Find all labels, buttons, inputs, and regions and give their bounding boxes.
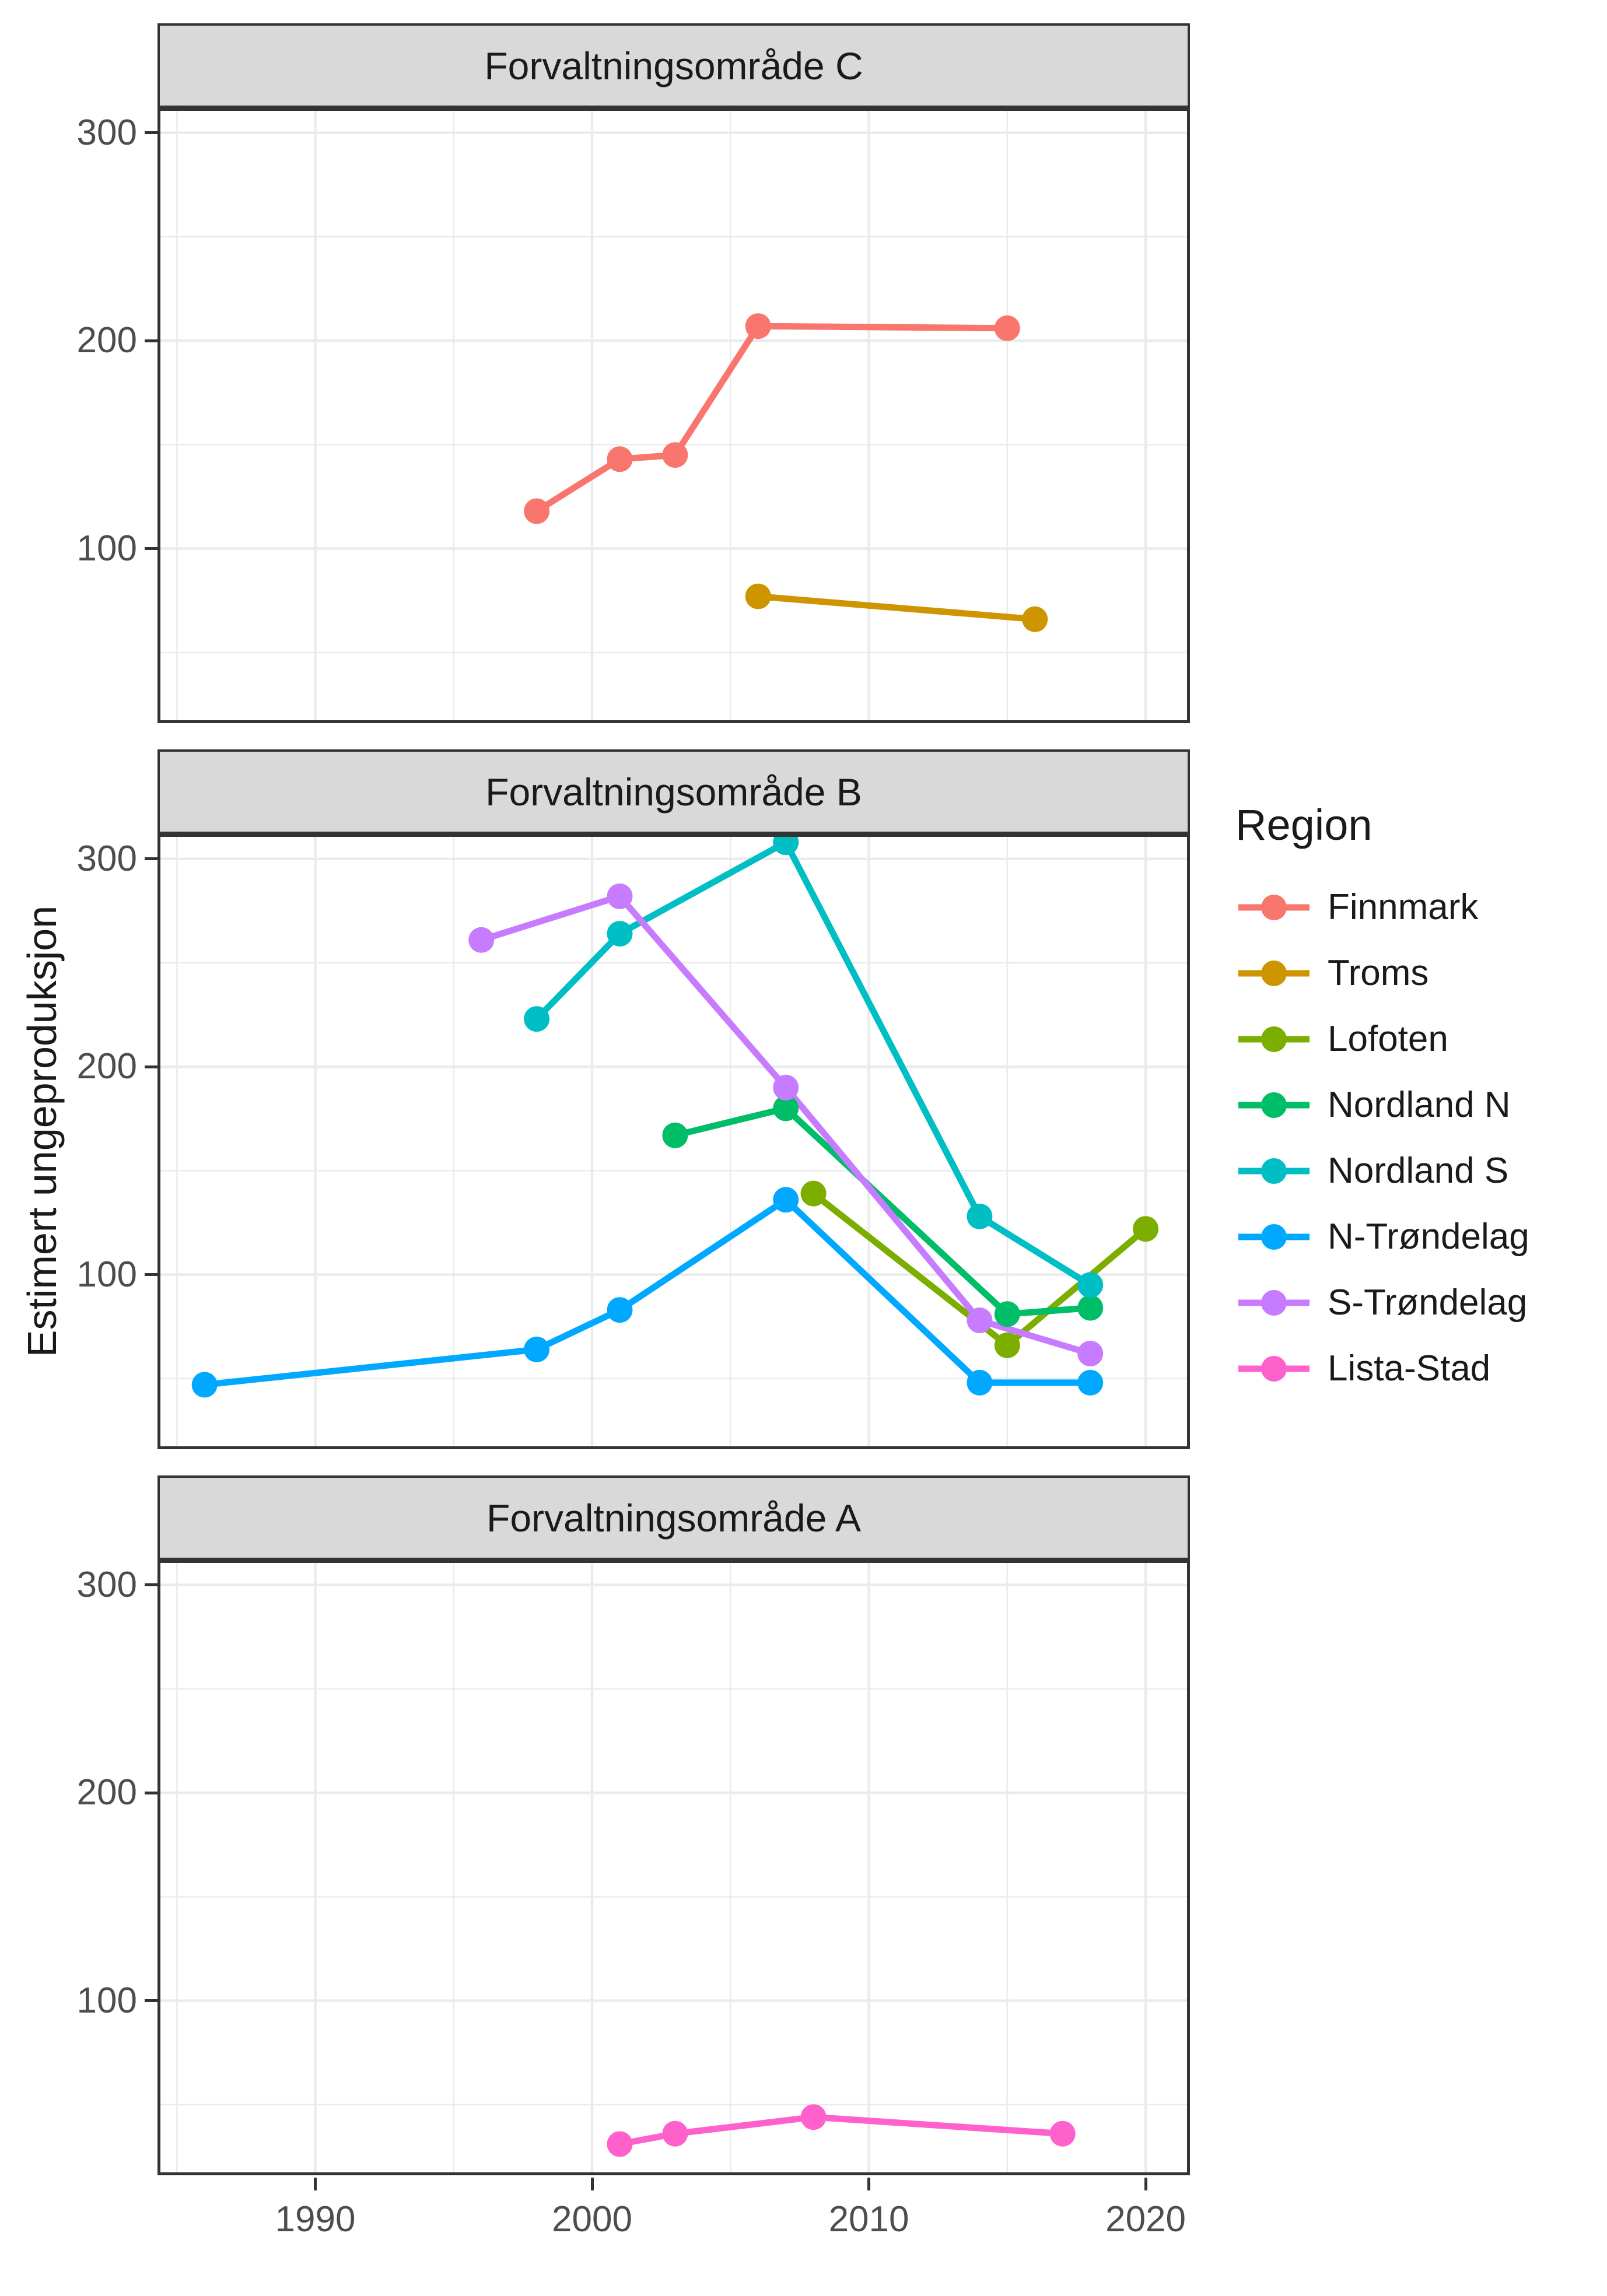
legend-item xyxy=(1235,1335,1603,1401)
series-line xyxy=(481,896,1090,1354)
series-line xyxy=(675,1109,1090,1314)
y-tick-label: 100 xyxy=(76,528,137,569)
legend-key-icon xyxy=(1235,1088,1312,1123)
data-point xyxy=(995,316,1020,341)
y-tick-mark xyxy=(145,1583,157,1586)
data-point xyxy=(468,927,494,953)
x-tick-label: 2010 xyxy=(828,2199,909,2239)
y-tick-mark xyxy=(145,1273,157,1276)
facet-strip-label: Forvaltningsområde B xyxy=(485,770,862,814)
legend-key-icon xyxy=(1235,1351,1312,1386)
facet-strip-label: Forvaltningsområde A xyxy=(486,1496,861,1540)
data-point xyxy=(773,1075,799,1100)
y-tick-mark xyxy=(145,1065,157,1068)
legend-item-label: Troms xyxy=(1328,953,1429,993)
legend-item-label: Lista-Stad xyxy=(1328,1348,1491,1389)
data-point xyxy=(1022,607,1048,632)
y-tick-label: 200 xyxy=(76,320,137,361)
data-point xyxy=(524,1006,549,1032)
data-point xyxy=(745,313,771,339)
y-axis-title: Estimert ungeproduksjon xyxy=(19,905,65,1358)
y-tick-label: 200 xyxy=(76,1772,137,1813)
data-point xyxy=(662,2121,688,2147)
data-point xyxy=(524,1337,549,1362)
y-tick-label: 300 xyxy=(76,838,137,879)
x-tick-label: 2020 xyxy=(1105,2199,1186,2239)
facet-strip-b xyxy=(157,749,1190,834)
y-tick-label: 100 xyxy=(76,1980,137,2021)
legend-key-icon xyxy=(1235,1022,1312,1057)
legend-item xyxy=(1235,1006,1603,1072)
y-tick-label: 300 xyxy=(76,1564,137,1605)
data-point xyxy=(773,834,799,855)
data-point xyxy=(524,499,549,524)
data-point xyxy=(607,921,633,947)
legend-item xyxy=(1235,940,1603,1006)
series-line xyxy=(758,597,1035,619)
panel-border xyxy=(159,1562,1189,2174)
legend-item-label: S-Trøndelag xyxy=(1328,1282,1528,1323)
plot-area-b xyxy=(157,834,1190,1449)
legend-key-icon xyxy=(1235,1154,1312,1189)
facet-panel-c xyxy=(76,23,1190,569)
y-tick-mark xyxy=(145,131,157,134)
legend-items xyxy=(1235,874,1603,1401)
plot-area-c xyxy=(157,108,1190,723)
data-point xyxy=(801,1181,827,1207)
x-tick-mark xyxy=(1144,2178,1147,2190)
data-point xyxy=(662,442,688,468)
facet-panel-a xyxy=(76,1475,1190,2021)
x-tick-mark xyxy=(867,2178,870,2190)
y-tick-mark xyxy=(145,857,157,860)
data-point xyxy=(1050,2121,1076,2147)
y-tick-label: 200 xyxy=(76,1046,137,1087)
legend-key-icon xyxy=(1235,890,1312,925)
legend-key-icon xyxy=(1235,956,1312,991)
plot-svg-a xyxy=(157,1560,1190,2175)
legend-key-icon xyxy=(1235,1285,1312,1320)
legend-item-label: Nordland N xyxy=(1328,1085,1511,1125)
facet-panel-b xyxy=(76,749,1190,1295)
y-tick-label: 300 xyxy=(76,112,137,153)
data-point xyxy=(995,1301,1020,1327)
legend-item-label: Lofoten xyxy=(1328,1019,1448,1059)
data-point xyxy=(1133,1216,1158,1242)
legend-item-label: Nordland S xyxy=(1328,1151,1509,1191)
data-point xyxy=(1077,1272,1103,1298)
data-point xyxy=(967,1370,992,1396)
data-point xyxy=(967,1204,992,1229)
facet-strip-a xyxy=(157,1475,1190,1560)
legend-item xyxy=(1235,1138,1603,1204)
legend-item-label: Finnmark xyxy=(1328,887,1479,927)
data-point xyxy=(192,1372,218,1398)
y-tick-mark xyxy=(145,339,157,342)
data-point xyxy=(773,1187,799,1212)
series-line xyxy=(537,326,1007,511)
x-tick-mark xyxy=(591,2178,594,2190)
facet-strip-c xyxy=(157,23,1190,108)
y-tick-label: 100 xyxy=(76,1254,137,1295)
y-tick-mark xyxy=(145,1999,157,2002)
data-point xyxy=(1077,1295,1103,1321)
legend-title: Region xyxy=(1235,801,1373,849)
y-tick-mark xyxy=(145,1792,157,1794)
data-point xyxy=(1077,1370,1103,1396)
legend-item-label: N-Trøndelag xyxy=(1328,1217,1529,1257)
plot-area-a xyxy=(157,1560,1190,2175)
data-point xyxy=(995,1333,1020,1358)
facet-strip-label: Forvaltningsområde C xyxy=(484,44,863,87)
legend-key-icon xyxy=(1235,1219,1312,1254)
data-point xyxy=(662,1123,688,1148)
x-tick-label: 2000 xyxy=(552,2199,632,2239)
data-point xyxy=(1077,1341,1103,1366)
legend-item xyxy=(1235,1072,1603,1138)
data-point xyxy=(745,584,771,609)
legend-item xyxy=(1235,1270,1603,1335)
data-point xyxy=(607,2132,633,2157)
data-point xyxy=(607,446,633,472)
data-point xyxy=(967,1308,992,1333)
legend-item xyxy=(1235,1204,1603,1270)
y-tick-mark xyxy=(145,547,157,550)
data-point xyxy=(607,884,633,909)
plot-svg-c xyxy=(157,108,1190,723)
data-point xyxy=(607,1297,633,1323)
legend-item xyxy=(1235,874,1603,940)
x-tick-mark xyxy=(314,2178,317,2190)
data-point xyxy=(801,2104,827,2130)
legend xyxy=(1235,800,1603,1401)
x-tick-label: 1990 xyxy=(275,2199,356,2239)
plot-svg-b xyxy=(157,834,1190,1449)
